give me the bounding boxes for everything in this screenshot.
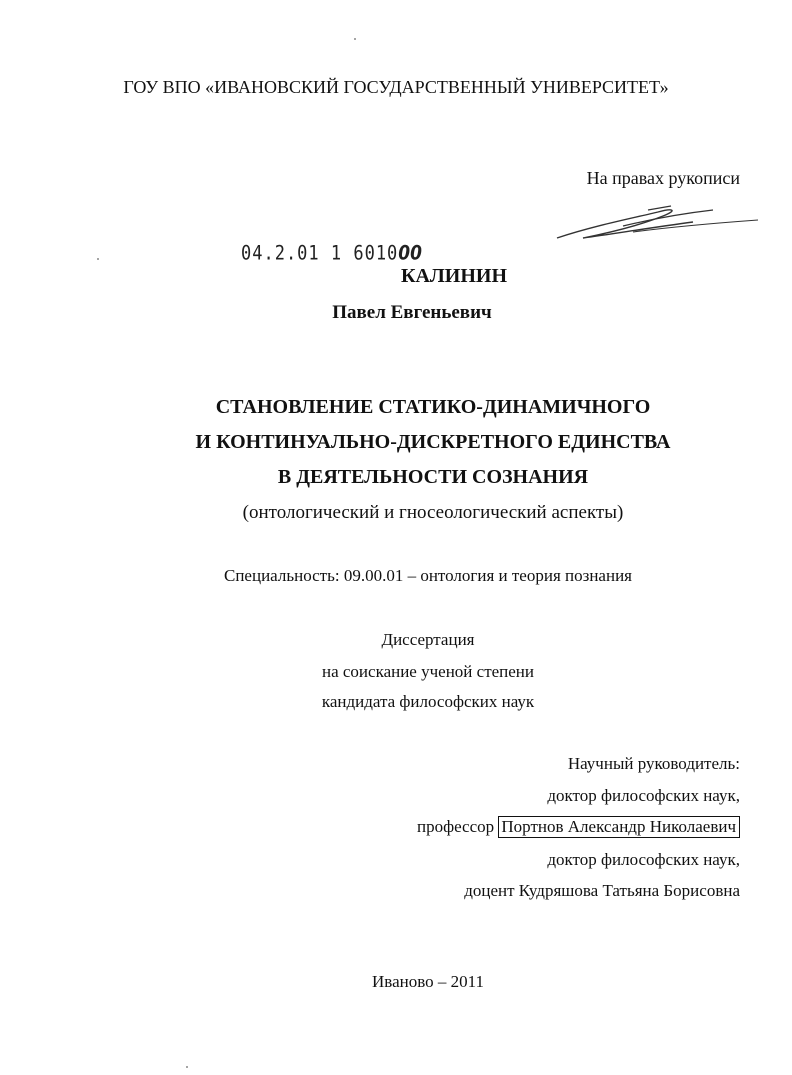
advisor1-name: Портнов Александр Николаевич <box>498 816 740 838</box>
specialty: Специальность: 09.00.01 – онтология и теория познания <box>224 566 632 585</box>
institution-header: ГОУ ВПО «ИВАНОВСКИЙ ГОСУДАРСТВЕННЫЙ УНИВЕРСИТЕТ» <box>123 77 669 97</box>
advisor-heading: Научный руководитель: <box>567 754 740 773</box>
title-line-1: СТАНОВЛЕНИЕ СТАТИКО-ДИНАМИЧНОГО <box>215 396 651 418</box>
author-surname: КАЛИНИН <box>400 265 508 287</box>
advisor2-degree: доктор философских наук, <box>547 850 740 869</box>
stamp-number: 04.2.01 1 6010 <box>241 242 399 265</box>
stamp-handwritten-digits: 00 <box>398 242 422 265</box>
scan-speck <box>354 38 356 40</box>
advisor1-title: профессор <box>416 817 495 836</box>
title-subtitle: (онтологический и гносеологический аспекты) <box>242 502 624 523</box>
advisor1-degree: доктор философских наук, <box>547 786 740 805</box>
author-given-names: Павел Евгеньевич <box>332 302 492 323</box>
signature-image <box>553 198 763 248</box>
city-year: Иваново – 2011 <box>371 972 484 991</box>
degree-line-1: Диссертация <box>381 630 475 649</box>
scan-speck <box>97 258 99 260</box>
advisor1-line <box>417 817 740 837</box>
degree-line-2: на соискание ученой степени <box>321 662 535 681</box>
scan-speck <box>186 1066 188 1068</box>
title-line-2: И КОНТИНУАЛЬНО-ДИСКРЕТНОГО ЕДИНСТВА <box>195 431 671 453</box>
advisor2-line: доцент Кудряшова Татьяна Борисовна <box>464 881 740 900</box>
rights-note: На правах рукописи <box>586 168 740 188</box>
registration-stamp <box>241 242 422 265</box>
title-line-3: В ДЕЯТЕЛЬНОСТИ СОЗНАНИЯ <box>277 466 589 488</box>
degree-line-3: кандидата философских наук <box>321 692 535 711</box>
